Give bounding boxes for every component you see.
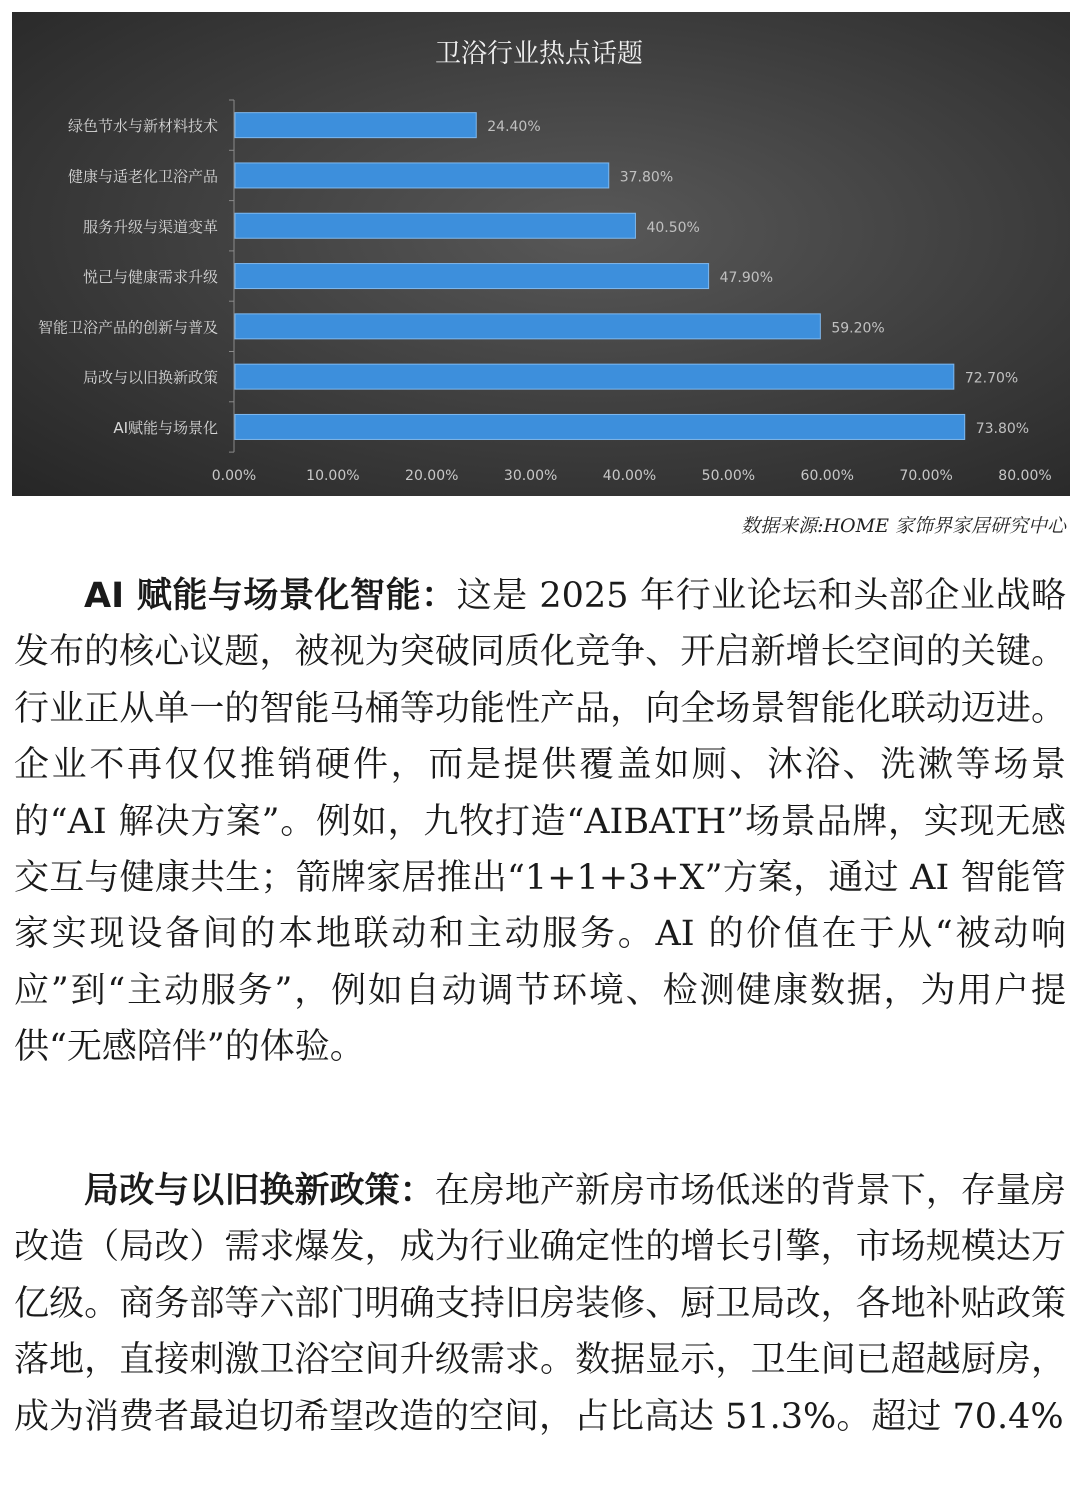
chart-panel — [12, 12, 1070, 496]
x-tick-label: 0.00% — [211, 468, 257, 484]
bar — [235, 314, 820, 339]
data-label: 47.90% — [719, 270, 774, 287]
paragraph-body: 这是 2025 年行业论坛和头部企业战略发布的核心议题，被视为突破同质化竞争、开启新增长空间的关键。行业正从单一的智能马桶等功能性产品，向全场景智能化联动迈进。企业不再仅仅推销硬件，而是提供覆盖如厕、沐浴、洗漱等场景的“AI 解决方案”。例如，九牧打造“AIBATH”场景品牌，实现无感交互与健康共生；箭牌家居推出“1+1+3+X”方案，通过 AI 智能管家实现设备间的本地联动和主动服务。AI 的价值在于从“被动响应”到“主动服务”，例如自动调节环境、检测健康数据，为用户提供“无感陪伴”的体验。 — [14, 576, 1067, 1068]
paragraph-body: 在房地产新房市场低迷的背景下，存量房改造（局改）需求爆发，成为行业确定性的增长引擎，市场规模达万亿级。商务部等六部门明确支持旧房装修、厨卫局改，各地补贴政策落地，直接刺激卫浴空间升级需求。数据显示，卫生间已超越厨房，成为消费者最迫切希望改造的空间，占比高达 51.3%。超过 70.4% — [14, 1171, 1066, 1437]
x-tick-label: 30.00% — [503, 468, 558, 484]
x-tick-label: 80.00% — [998, 468, 1052, 484]
category-label: 绿色节水与新材料技术 — [67, 117, 218, 136]
category-label: 悦己与健康需求升级 — [82, 268, 218, 287]
bar — [235, 264, 709, 289]
data-label: 40.50% — [646, 219, 700, 236]
data-label: 73.80% — [975, 420, 1030, 437]
paragraph-lead: 局改与以旧换新政策： — [84, 1171, 435, 1211]
data-label: 24.40% — [487, 119, 541, 136]
category-label: 健康与适老化卫浴产品 — [67, 167, 218, 186]
bar — [235, 163, 609, 188]
chart-title: 卫浴行业热点话题 — [434, 39, 644, 69]
source-note: 数据来源:HOME 家饰界家居研究中心 — [741, 515, 1066, 537]
x-tick-label: 70.00% — [899, 468, 953, 484]
bar-chart — [12, 12, 1070, 496]
x-tick-label: 20.00% — [405, 468, 459, 484]
category-label: 局改与以旧换新政策 — [82, 368, 218, 387]
bar — [235, 113, 476, 138]
article-paragraph — [14, 568, 1066, 1076]
bar — [235, 414, 965, 439]
paragraph-lead: AI 赋能与场景化智能： — [84, 576, 457, 616]
bar — [235, 364, 954, 389]
category-label: 智能卫浴产品的创新与普及 — [37, 318, 218, 337]
data-label: 37.80% — [619, 169, 674, 186]
x-tick-label: 40.00% — [602, 468, 657, 484]
x-tick-label: 50.00% — [701, 468, 756, 484]
bar — [235, 213, 635, 238]
category-label: AI赋能与场景化 — [113, 418, 218, 437]
data-label: 59.20% — [831, 320, 885, 337]
x-tick-label: 10.00% — [306, 468, 360, 484]
category-label: 服务升级与渠道变革 — [82, 217, 218, 236]
article-paragraph — [14, 1163, 1066, 1445]
data-label: 72.70% — [964, 370, 1019, 387]
x-tick-label: 60.00% — [800, 468, 854, 484]
